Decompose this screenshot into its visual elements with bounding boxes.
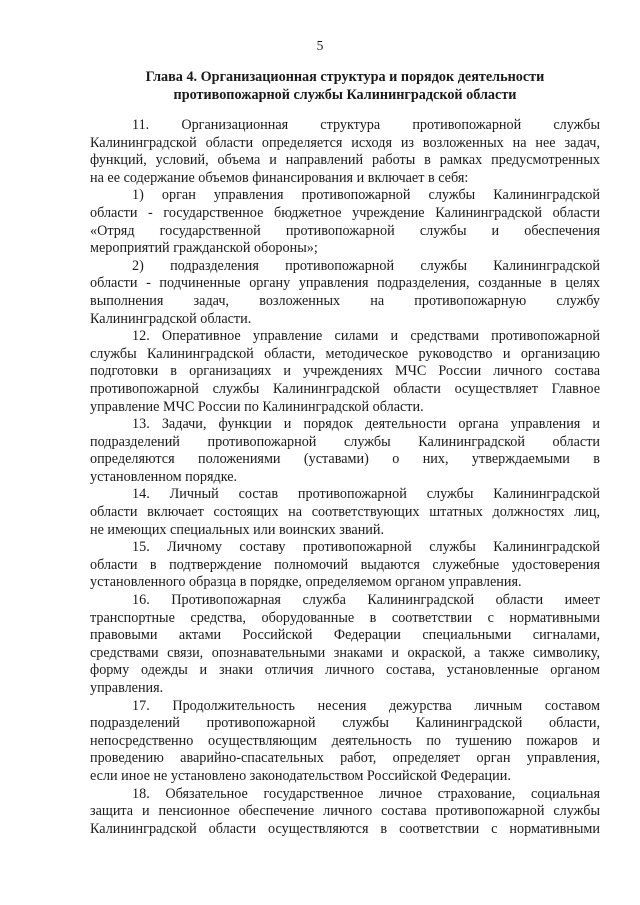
text-line: 13. Задачи, функции и порядок деятельности органа управления и	[132, 416, 600, 433]
paragraph-11-item-2	[90, 258, 600, 328]
text-line: «Отряд государственной противопожарной службы и обеспечения	[90, 222, 600, 239]
text-line: защита и пенсионное обеспечение личного состава противопожарной службы	[90, 803, 600, 820]
text-line: подразделений противопожарной службы Калининградской области,	[90, 715, 600, 732]
text-line: правовыми актами Российской Федерации специальными сигналами,	[90, 627, 600, 644]
text-line: не имеющих специальных или воинских званий.	[90, 521, 385, 538]
text-line: 12. Оперативное управление силами и средствами противопожарной	[132, 328, 600, 345]
text-line: службы Калининградской области, методическое руководство и организацию	[90, 345, 600, 362]
text-line: области - подчиненные органу управления подразделения, созданные в целях	[90, 275, 600, 292]
paragraph-15	[90, 539, 600, 592]
text-line: на ее содержание объемов финансирования и включает в себя:	[90, 169, 469, 186]
paragraph-11	[90, 117, 600, 187]
text-line: Калининградской области определяется исходя из возложенных на нее задач,	[90, 134, 600, 151]
text-line: определяются положениями (уставами) о них, утверждаемыми в	[90, 451, 600, 468]
text-line: 15. Личному составу противопожарной службы Калининградской	[132, 539, 600, 556]
page-number: 5	[316, 38, 324, 53]
chapter-title	[90, 69, 600, 104]
document-body	[90, 117, 600, 838]
text-line: 11. Организационная структура противопожарной службы	[132, 117, 600, 133]
text-line: если иное не установлено законодательством Российской Федерации.	[90, 767, 511, 784]
paragraph-13	[90, 416, 600, 486]
paragraph-16	[90, 592, 600, 698]
text-line: управления.	[90, 680, 164, 696]
text-line: проведению аварийно-спасательных работ, определяет орган управления,	[90, 750, 600, 767]
text-line: функций, условий, объема и направлений работы в рамках предусмотренных	[90, 152, 600, 169]
paragraph-14	[90, 486, 600, 539]
text-line: транспортные средства, оборудованные в соответствии с нормативными	[90, 609, 600, 626]
text-line: Калининградской области осуществляются в соответствии с нормативными	[90, 820, 600, 837]
text-line: 16. Противопожарная служба Калининградской области имеет	[132, 592, 600, 609]
text-line: форму одежды и знаки отличия личного состава, установленные органом	[90, 662, 600, 679]
paragraph-17	[90, 698, 600, 786]
text-line: Калининградской области.	[90, 310, 252, 327]
text-line: средствами связи, опознавательными знаками и окраской, а также символику,	[90, 644, 600, 661]
paragraph-11-item-1	[90, 187, 600, 257]
text-line: 2) подразделения противопожарной службы Калининградской	[132, 257, 600, 274]
text-line: области в подтверждение полномочий выдаются служебные удостоверения	[90, 556, 600, 573]
text-line: 14. Личный состав противопожарной службы Калининградской	[132, 486, 600, 503]
text-line: 17. Продолжительность несения дежурства личным составом	[132, 697, 600, 714]
paragraph-12	[90, 328, 600, 416]
paragraph-18	[90, 786, 600, 839]
chapter-title-line: Глава 4. Организационная структура и порядок деятельности	[145, 69, 545, 85]
text-line: непосредственно осуществляющим деятельность по тушению пожаров и	[90, 732, 600, 749]
text-line: противопожарной службы Калининградской области осуществляет Главное	[90, 380, 600, 397]
text-line: подготовки в организациях и учреждениях МЧС России личного состава	[90, 363, 600, 380]
text-line: установленном порядке.	[90, 468, 238, 485]
text-line: управление МЧС России по Калининградской области.	[90, 398, 424, 415]
chapter-title-line: противопожарной службы Калининградской области	[173, 86, 517, 103]
text-line: 1) орган управления противопожарной службы Калининградской	[132, 187, 600, 204]
text-line: мероприятий гражданской обороны»;	[90, 240, 318, 257]
text-line: области включает состоящих на соответствующих штатных должностях лиц,	[90, 504, 600, 521]
text-line: подразделений противопожарной службы Калининградской области	[90, 433, 600, 450]
text-line: установленного образца в порядке, определяемом органом управления.	[90, 574, 522, 591]
text-line: выполнения задач, возложенных на противопожарную службу	[90, 292, 600, 309]
text-line: 18. Обязательное государственное личное страхование, социальная	[132, 785, 600, 802]
text-line: области - государственное бюджетное учреждение Калининградской области	[90, 204, 600, 221]
